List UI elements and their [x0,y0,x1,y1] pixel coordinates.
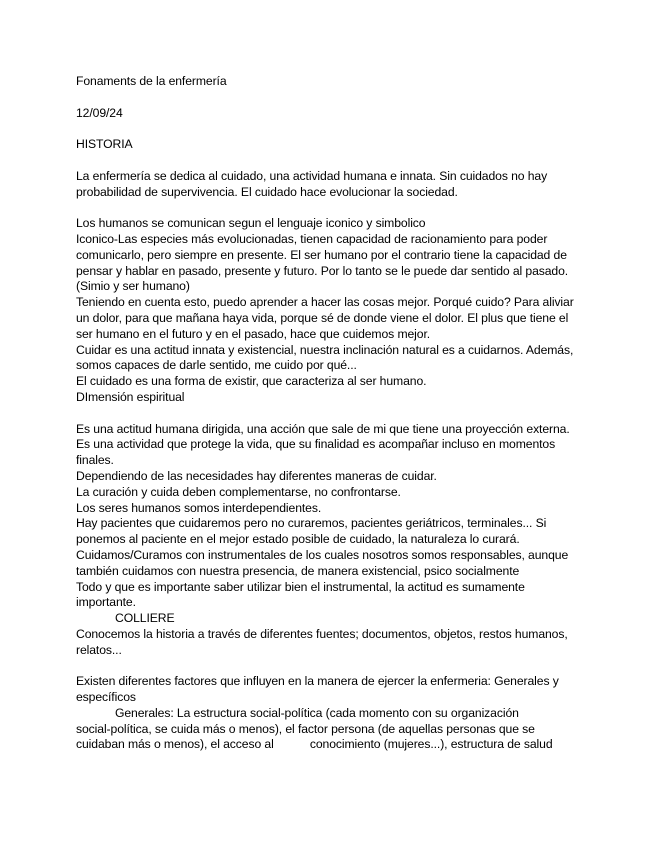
text-line: Dependiendo de las necesidades hay diferentes maneras de cuidar. [76,468,437,483]
text-line: Los humanos se comunican segun el lenguaje iconico y simbolico [76,216,426,231]
generales-line: Generales: La estructura social-política (cada momento con su organización [115,705,519,720]
text-line: social-política, se cuida más o menos), el factor persona (de aquellas personas que se [76,721,535,736]
text-line: Hay pacientes que cuidaremos pero no curaremos, pacientes geriátricos, terminales... Si [76,516,547,531]
text-line: La enfermería se dedica al cuidado, una actividad humana e innata. Sin cuidados no hay [76,168,548,183]
text-line: relatos... [76,642,122,657]
text-line: El cuidado es una forma de existir, que caracteriza al ser humano. [76,374,427,389]
text-line: Existen diferentes factores que influyen en la manera de ejercer la enfermeria: Generales y [76,674,559,689]
colliere-heading: COLLIERE [115,611,175,626]
text-line: finales. [76,453,114,468]
text-line: comunicarlo, pero siempre en presente. El ser humano por el contrario tiene la capacidad de [76,247,567,262]
text-line: importante. [76,595,136,610]
text-line: pensar y hablar en pasado, presente y futuro. Por lo tanto se le puede dar sentido al pasado. [76,263,569,278]
paragraph-sources [76,627,576,659]
text-line: Es una actividad que protege la vida, que su finalidad es acompañar incluso en momentos [76,437,556,452]
text-line: Cuidamos/Curamos con instrumentales de los cuales nosotros somos responsables, aunque [76,547,569,562]
document-title: Fonaments de la enfermería [76,74,227,88]
text-line: también cuidamos con nuestra presencia, de manera existencial, psico socialmente [76,563,520,578]
document-date: 12/09/24 [76,105,123,120]
text-line: Cuidar es una actitud innata y existencial, nuestra inclinación natural es a cuidarnos. Además, [76,342,574,357]
text-line: (Simio y ser humano) [76,279,190,294]
text-line: específicos [76,690,136,705]
text-line: Iconico-Las especies más evolucionadas, tienen capacidad de racionamiento para poder [76,231,548,246]
text-line: cuidaban más o menos), el acceso al conocimiento (mujeres...), estructura de salud [76,737,553,752]
text-line: somos capaces de darle sentido, me cuido por qué... [76,358,357,373]
text-line: ponemos al paciente en el mejor estado posible de cuidado, la naturaleza lo curará. [76,532,520,547]
text-line: DImensión espiritual [76,389,185,404]
text-line: ser humano en el futuro y en el pasado, hace que cuidemos mejor. [76,326,431,341]
paragraph-communication [76,216,576,406]
document-body [76,74,576,753]
paragraph-generales [76,722,576,754]
paragraph-attitude [76,422,576,612]
text-line: un dolor, para que mañana haya vida, porque sé de donde viene el dolor. El plus que tiene el [76,310,569,325]
paragraph-factors [76,674,576,706]
text-line: Teniendo en cuenta esto, puedo aprender a hacer las cosas mejor. Porqué cuido? Para aliviar [76,295,574,310]
text-line: La curación y cuida deben complementarse, no confrontarse. [76,484,401,499]
section-heading: HISTORIA [76,137,133,152]
paragraph-intro [76,169,576,201]
text-line: Conocemos la historia a través de diferentes fuentes; documentos, objetos, restos humanos, [76,626,568,641]
text-line: probabilidad de supervivencia. El cuidado hace evolucionar la sociedad. [76,184,458,199]
text-line: Todo y que es importante saber utilizar bien el instrumental, la actitud es sumamente [76,579,525,594]
text-line: Es una actitud humana dirigida, una acción que sale de mi que tiene una proyección externa. [76,421,570,436]
text-line: Los seres humanos somos interdependientes. [76,500,322,515]
